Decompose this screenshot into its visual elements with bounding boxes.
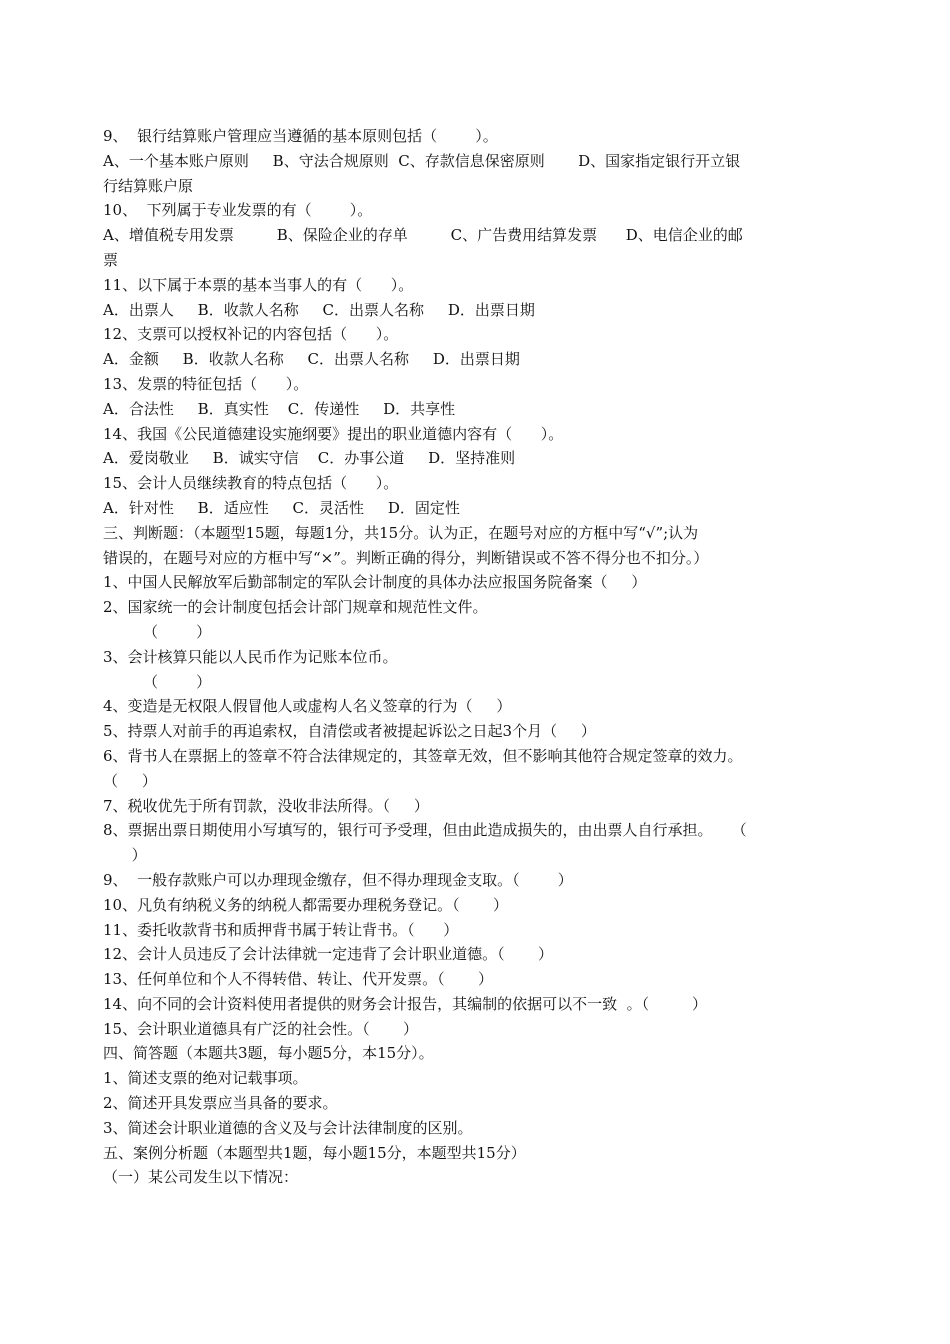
text-line: 3、简述会计职业道德的含义及与会计法律制度的区别。: [103, 1118, 473, 1137]
text-line: 1、中国人民解放军后勤部制定的军队会计制度的具体办法应报国务院备案（ ）: [103, 573, 647, 592]
text-line: （ ）: [103, 771, 157, 790]
text-line: 四、简答题（本题共3题，每小题5分，本15分）。: [103, 1044, 434, 1063]
text-line: （ ）: [143, 672, 212, 691]
text-line: 2、国家统一的会计制度包括会计部门规章和规范性文件。: [103, 598, 488, 617]
text-line: 11、以下属于本票的基本当事人的有（ ）。: [103, 275, 414, 294]
text-line: 行结算账户原: [103, 176, 194, 195]
text-line: 13、任何单位和个人不得转借、转让、代开发票。（ ）: [103, 970, 493, 989]
text-line: A．出票人 B．收款人名称 C．出票人名称 D．出票日期: [103, 300, 535, 319]
text-line: 6、背书人在票据上的签章不符合法律规定的，其签章无效，但不影响其他符合规定签章的效力。: [103, 746, 743, 765]
text-line: 11、委托收款背书和质押背书属于转让背书。（ ）: [103, 920, 459, 939]
text-line: 5、持票人对前手的再追索权，自清偿或者被提起诉讼之日起3个月（ ）: [103, 722, 596, 741]
text-line: 7、税收优先于所有罚款，没收非法所得。（ ）: [103, 796, 429, 815]
text-line: 9、 银行结算账户管理应当遵循的基本原则包括（ ）。: [103, 127, 498, 145]
text-line: 三、判断题：（本题型15题，每题1分，共15分。认为正，在题号对应的方框中写“√”;认为: [103, 523, 699, 542]
text-line: 8、票据出票日期使用小写填写的，银行可予受理，但由此造成损失的，由出票人自行承担。 （: [103, 821, 747, 840]
text-line: （ ）: [143, 622, 212, 641]
text-line: 15、会计职业道德具有广泛的社会性。（ ）: [103, 1019, 418, 1038]
text-line: 15、会计人员继续教育的特点包括（ ）。: [103, 474, 399, 493]
text-line: 12、会计人员违反了会计法律就一定违背了会计职业道德。（ ）: [103, 945, 553, 964]
text-line: ）: [103, 846, 147, 865]
text-line: A．针对性 B．适应性 C．灵活性 D．固定性: [103, 498, 460, 517]
text-line: A、增值税专用发票 B、保险企业的存单 C、广告费用结算发票 D、电信企业的邮: [103, 226, 743, 245]
text-line: 票: [103, 250, 119, 269]
text-line: 错误的，在题号对应的方框中写“×”。判断正确的得分，判断错误或不答不得分也不扣分。）: [103, 548, 709, 567]
text-line: （一）某公司发生以下情况：: [103, 1168, 299, 1187]
text-line: 9、 一般存款账户可以办理现金缴存，但不得办理现金支取。（ ）: [103, 870, 573, 889]
text-line: 10、 下列属于专业发票的有（ ）。: [103, 201, 373, 220]
text-line: 14、向不同的会计资料使用者提供的财务会计报告，其编制的依据可以不一致 。（ ）: [103, 994, 708, 1013]
text-line: 1、简述支票的绝对记载事项。: [103, 1069, 308, 1088]
text-line: 10、凡负有纳税义务的纳税人都需要办理税务登记。（ ）: [103, 895, 508, 914]
text-line: 14、我国《公民道德建设实施纲要》提出的职业道德内容有（ ）。: [103, 424, 564, 443]
text-line: 12、支票可以授权补记的内容包括（ ）。: [103, 325, 399, 344]
text-line: 4、变造是无权限人假冒他人或虚构人名义签章的行为（ ）: [103, 697, 512, 716]
text-line: 五、案例分析题（本题型共1题，每小题15分，本题型共15分）: [103, 1143, 526, 1162]
text-line: A．合法性 B．真实性 C．传递性 D．共享性: [103, 399, 456, 418]
document-body: [103, 124, 813, 1190]
text-line: 2、简述开具发票应当具备的要求。: [103, 1094, 338, 1113]
text-line: 13、发票的特征包括（ ）。: [103, 374, 309, 393]
text-line: A．金额 B．收款人名称 C．出票人名称 D．出票日期: [103, 350, 520, 369]
text-line: 3、会计核算只能以人民币作为记账本位币。: [103, 647, 398, 666]
text-line: A、一个基本账户原则 B、守法合规原则 C、存款信息保密原则 D、国家指定银行开立银: [103, 151, 741, 170]
text-line: A．爱岗敬业 B．诚实守信 C．办事公道 D．坚持准则: [103, 449, 516, 468]
